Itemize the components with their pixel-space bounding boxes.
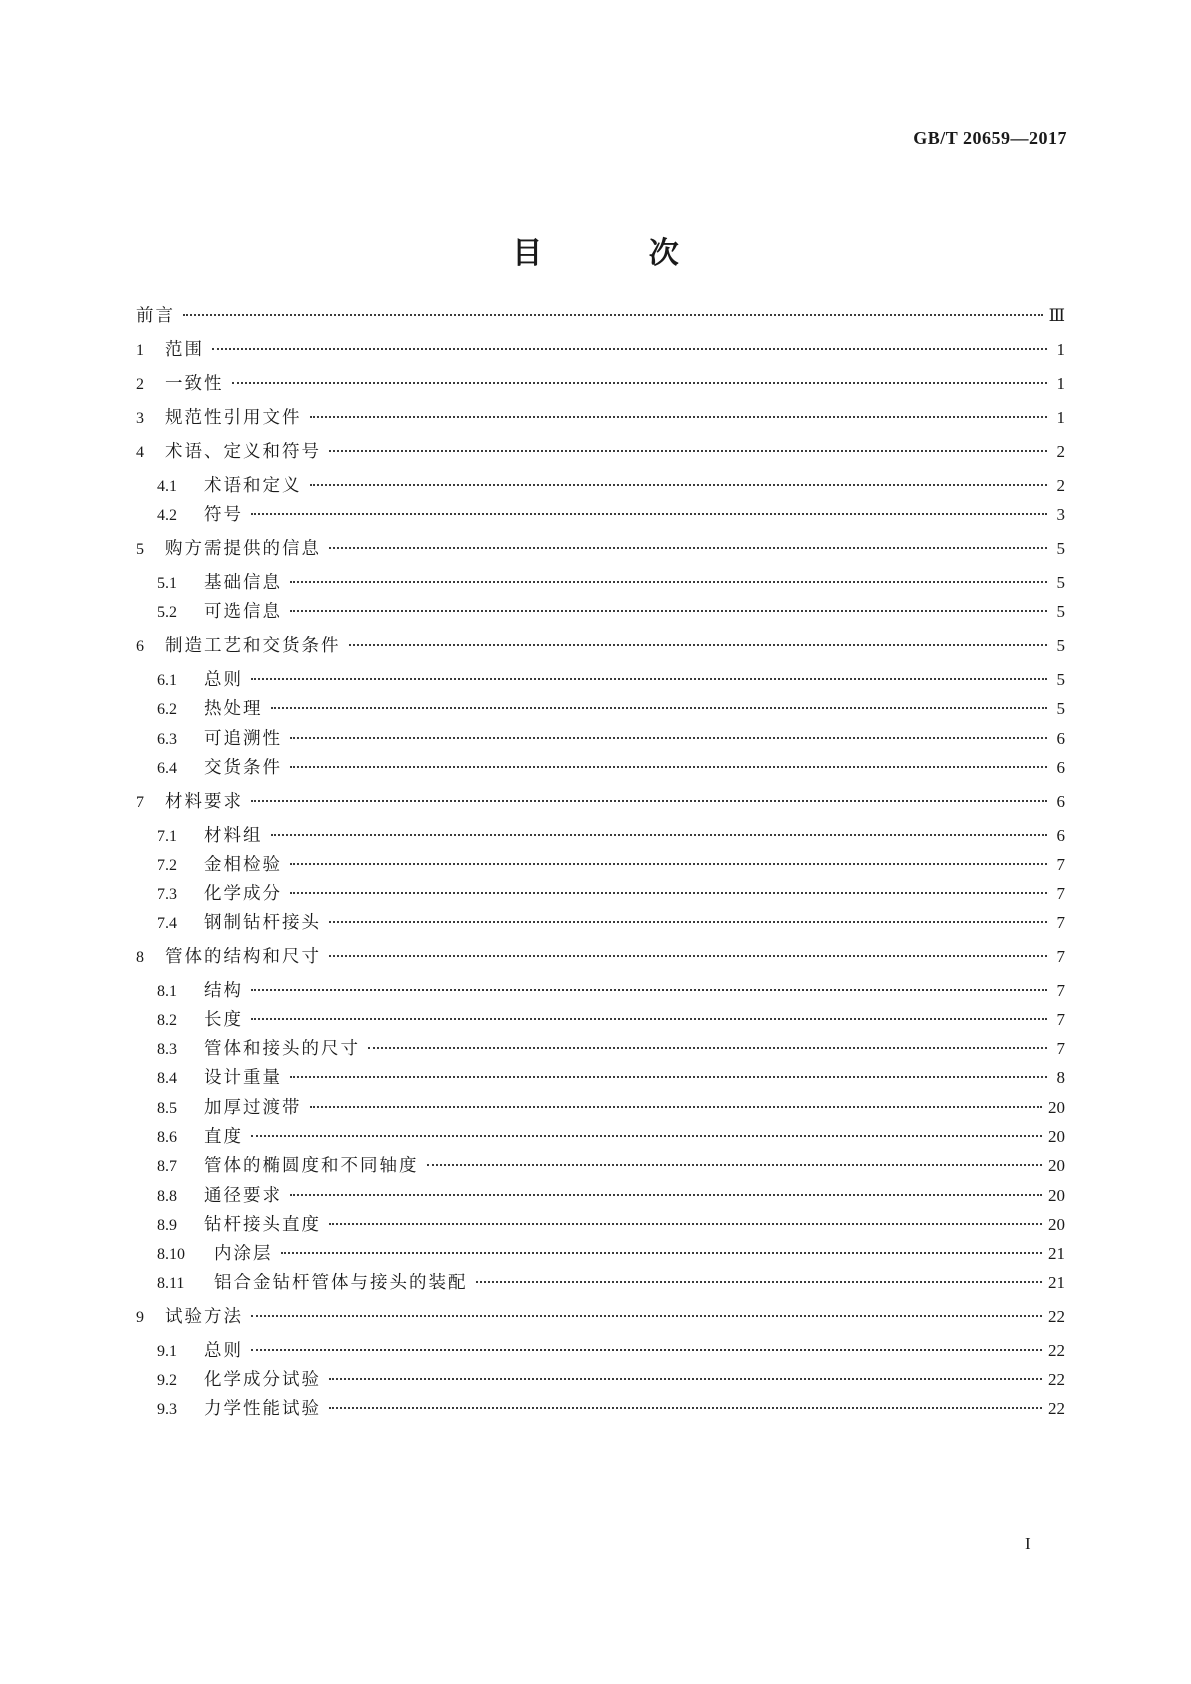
toc-entry-title: 加厚过渡带 xyxy=(204,1098,302,1118)
dot-leader xyxy=(251,1135,1042,1137)
toc-entry-title: 铝合金钻杆管体与接头的装配 xyxy=(214,1273,468,1293)
toc-entry-number: 8 xyxy=(136,949,144,966)
toc-entry[interactable] xyxy=(157,1242,1065,1266)
dot-leader xyxy=(310,484,1048,486)
toc-entry-page: 20 xyxy=(1048,1186,1065,1205)
toc-entry-title: 前言 xyxy=(136,306,175,326)
toc-entry-number: 7.3 xyxy=(157,886,177,903)
dot-leader xyxy=(281,1252,1043,1254)
dot-leader xyxy=(251,513,1047,515)
toc-entry[interactable] xyxy=(157,503,1065,527)
toc-entry-title: 结构 xyxy=(204,981,243,1001)
toc-entry[interactable] xyxy=(136,304,1065,328)
dot-leader xyxy=(271,707,1048,709)
dot-leader xyxy=(290,766,1047,768)
dot-leader xyxy=(427,1164,1043,1166)
toc-entry[interactable] xyxy=(157,824,1065,848)
dot-leader xyxy=(290,610,1047,612)
toc-entry-page: 22 xyxy=(1048,1341,1065,1360)
toc-entry-page: 20 xyxy=(1048,1156,1065,1175)
toc-entry-page: 7 xyxy=(1056,1039,1065,1058)
toc-entry[interactable] xyxy=(157,1213,1065,1237)
toc-entry-number: 6.2 xyxy=(157,701,177,718)
toc-entry-number: 8.4 xyxy=(157,1070,177,1087)
toc-entry-number: 6.1 xyxy=(157,672,177,689)
toc-entry[interactable] xyxy=(157,1066,1065,1090)
toc-entry-number: 4.1 xyxy=(157,478,177,495)
toc-entry-number: 8.9 xyxy=(157,1217,177,1234)
dot-leader xyxy=(212,348,1047,350)
toc-entry-number: 8.5 xyxy=(157,1100,177,1117)
toc-entry-number: 9.3 xyxy=(157,1401,177,1418)
toc-entry-number: 6.3 xyxy=(157,731,177,748)
toc-entry[interactable] xyxy=(157,727,1065,751)
toc-entry-title: 总则 xyxy=(204,1341,243,1361)
toc-entry-title: 化学成分 xyxy=(204,884,282,904)
dot-leader xyxy=(349,644,1048,646)
dot-leader xyxy=(251,1315,1042,1317)
toc-entry-page: 7 xyxy=(1056,1010,1065,1029)
dot-leader xyxy=(251,800,1047,802)
toc-entry-number: 2 xyxy=(136,376,144,393)
toc-entry-page: 7 xyxy=(1056,947,1065,966)
toc-entry-page: 5 xyxy=(1056,670,1065,689)
toc-entry[interactable] xyxy=(136,406,1065,430)
toc-entry-page: 7 xyxy=(1056,884,1065,903)
toc-entry-title: 管体的椭圆度和不同轴度 xyxy=(204,1156,419,1176)
toc-entry[interactable] xyxy=(136,945,1065,969)
toc-entry[interactable] xyxy=(136,440,1065,464)
toc-entry-page: 8 xyxy=(1056,1068,1065,1087)
toc-entry-number: 7.2 xyxy=(157,857,177,874)
toc-entry[interactable] xyxy=(157,1271,1065,1295)
toc-entry[interactable] xyxy=(157,600,1065,624)
toc-entry-number: 8.7 xyxy=(157,1158,177,1175)
toc-entry-number: 8.1 xyxy=(157,983,177,1000)
toc-entry-title: 规范性引用文件 xyxy=(165,408,302,428)
toc-entry[interactable] xyxy=(157,1037,1065,1061)
toc-entry-title: 钻杆接头直度 xyxy=(204,1215,321,1235)
toc-entry-number: 5.1 xyxy=(157,575,177,592)
dot-leader xyxy=(251,1349,1042,1351)
toc-entry-title: 金相检验 xyxy=(204,855,282,875)
dot-leader xyxy=(290,892,1047,894)
toc-entry-number: 7.4 xyxy=(157,915,177,932)
toc-entry[interactable] xyxy=(157,853,1065,877)
toc-title: 目 次 xyxy=(512,236,727,271)
dot-leader xyxy=(290,581,1047,583)
toc-entry-page: Ⅲ xyxy=(1048,306,1065,325)
toc-entry[interactable] xyxy=(157,1339,1065,1363)
toc-entry[interactable] xyxy=(157,882,1065,906)
toc-entry-page: 5 xyxy=(1056,602,1065,621)
toc-entry[interactable] xyxy=(157,1008,1065,1032)
toc-entry-title: 力学性能试验 xyxy=(204,1399,321,1419)
toc-entry-page: 6 xyxy=(1056,729,1065,748)
toc-entry-page: 21 xyxy=(1048,1244,1065,1263)
toc-entry-number: 7.1 xyxy=(157,828,177,845)
toc-entry-page: 7 xyxy=(1056,855,1065,874)
dot-leader xyxy=(368,1047,1047,1049)
toc-entry-number: 9.1 xyxy=(157,1343,177,1360)
toc-entry[interactable] xyxy=(157,911,1065,935)
toc-entry-page: 20 xyxy=(1048,1098,1065,1117)
toc-entry-title: 内涂层 xyxy=(214,1244,273,1264)
toc-entry-number: 4.2 xyxy=(157,507,177,524)
toc-entry-page: 1 xyxy=(1056,340,1065,359)
toc-entry-title: 可追溯性 xyxy=(204,729,282,749)
toc-entry[interactable] xyxy=(157,697,1065,721)
toc-entry-number: 9.2 xyxy=(157,1372,177,1389)
toc-entry-title: 术语和定义 xyxy=(204,476,302,496)
dot-leader xyxy=(251,1018,1047,1020)
toc-entry-title: 化学成分试验 xyxy=(204,1370,321,1390)
dot-leader xyxy=(329,547,1047,549)
dot-leader xyxy=(329,955,1047,957)
toc-entry-title: 范围 xyxy=(165,340,204,360)
toc-entry[interactable] xyxy=(157,756,1065,780)
toc-entry[interactable] xyxy=(136,338,1065,362)
toc-entry[interactable] xyxy=(157,1154,1065,1178)
toc-entry[interactable] xyxy=(136,790,1065,814)
toc-entry[interactable] xyxy=(157,979,1065,1003)
toc-entry-title: 热处理 xyxy=(204,699,263,719)
toc-entry[interactable] xyxy=(136,372,1065,396)
dot-leader xyxy=(232,382,1048,384)
toc-entry-page: 7 xyxy=(1056,913,1065,932)
toc-entry-title: 管体的结构和尺寸 xyxy=(165,947,321,967)
toc-entry-page: 6 xyxy=(1056,758,1065,777)
toc-entry-page: 5 xyxy=(1056,539,1065,558)
toc-entry-title: 管体和接头的尺寸 xyxy=(204,1039,360,1059)
toc-entry-page: 2 xyxy=(1056,442,1065,461)
toc-entry[interactable] xyxy=(157,1368,1065,1392)
toc-entry-page: 3 xyxy=(1056,505,1065,524)
dot-leader xyxy=(251,989,1047,991)
toc-entry-page: 21 xyxy=(1048,1273,1065,1292)
toc-entry-number: 5 xyxy=(136,541,144,558)
dot-leader xyxy=(290,737,1047,739)
toc-entry-number: 6.4 xyxy=(157,760,177,777)
toc-entry-page: 22 xyxy=(1048,1399,1065,1418)
toc-entry-title: 基础信息 xyxy=(204,573,282,593)
toc-entry-page: 1 xyxy=(1056,374,1065,393)
toc-entry-page: 7 xyxy=(1056,981,1065,1000)
toc-entry[interactable] xyxy=(157,474,1065,498)
dot-leader xyxy=(476,1281,1043,1283)
toc-entry-number: 6 xyxy=(136,638,144,655)
toc-entry-number: 1 xyxy=(136,342,144,359)
toc-entry-title: 购方需提供的信息 xyxy=(165,539,321,559)
toc-entry-page: 5 xyxy=(1056,636,1065,655)
toc-entry-number: 8.8 xyxy=(157,1188,177,1205)
toc-entry-title: 制造工艺和交货条件 xyxy=(165,636,341,656)
toc-entry-title: 总则 xyxy=(204,670,243,690)
dot-leader xyxy=(310,416,1048,418)
page-number: I xyxy=(1025,1534,1031,1553)
toc-entry-title: 交货条件 xyxy=(204,758,282,778)
document-code: GB/T 20659—2017 xyxy=(913,128,1067,148)
dot-leader xyxy=(290,1194,1042,1196)
toc-entry[interactable] xyxy=(157,571,1065,595)
toc-entry-number: 7 xyxy=(136,794,144,811)
dot-leader xyxy=(290,863,1047,865)
toc-entry-page: 5 xyxy=(1056,699,1065,718)
dot-leader xyxy=(329,1223,1042,1225)
toc-entry-number: 8.11 xyxy=(157,1275,185,1292)
toc-entry-title: 材料要求 xyxy=(165,792,243,812)
toc-entry-page: 20 xyxy=(1048,1215,1065,1234)
toc-entry-number: 4 xyxy=(136,444,144,461)
toc-entry-page: 1 xyxy=(1056,408,1065,427)
toc-entry-title: 符号 xyxy=(204,505,243,525)
toc-entry-title: 长度 xyxy=(204,1010,243,1030)
toc-entry-page: 22 xyxy=(1048,1307,1065,1326)
dot-leader xyxy=(329,1407,1042,1409)
toc-entry-page: 20 xyxy=(1048,1127,1065,1146)
dot-leader xyxy=(329,1378,1042,1380)
toc-entry-page: 5 xyxy=(1056,573,1065,592)
dot-leader xyxy=(310,1106,1043,1108)
toc-entry[interactable] xyxy=(136,537,1065,561)
dot-leader xyxy=(329,921,1047,923)
toc-entry[interactable] xyxy=(157,1397,1065,1421)
dot-leader xyxy=(329,450,1047,452)
dot-leader xyxy=(183,314,1043,316)
toc-entry[interactable] xyxy=(157,668,1065,692)
toc-entry-title: 直度 xyxy=(204,1127,243,1147)
toc-entry-number: 3 xyxy=(136,410,144,427)
toc-entry-number: 8.6 xyxy=(157,1129,177,1146)
toc-entry[interactable] xyxy=(157,1184,1065,1208)
toc-entry-number: 8.10 xyxy=(157,1246,185,1263)
dot-leader xyxy=(271,834,1048,836)
toc-entry[interactable] xyxy=(136,634,1065,658)
toc-entry-page: 2 xyxy=(1056,476,1065,495)
toc-entry-number: 8.3 xyxy=(157,1041,177,1058)
toc-entry-number: 8.2 xyxy=(157,1012,177,1029)
toc-entry-title: 通径要求 xyxy=(204,1186,282,1206)
toc-entry-number: 9 xyxy=(136,1309,144,1326)
toc-entry-title: 钢制钻杆接头 xyxy=(204,913,321,933)
toc-entry-title: 可选信息 xyxy=(204,602,282,622)
toc-entry-page: 6 xyxy=(1056,826,1065,845)
dot-leader xyxy=(251,678,1047,680)
toc-entry[interactable] xyxy=(157,1096,1065,1120)
toc-entry-number: 5.2 xyxy=(157,604,177,621)
toc-entry[interactable] xyxy=(136,1305,1065,1329)
toc-entry-page: 22 xyxy=(1048,1370,1065,1389)
toc-entry-title: 一致性 xyxy=(165,374,224,394)
toc-entry-title: 材料组 xyxy=(204,826,263,846)
toc-entry-title: 术语、定义和符号 xyxy=(165,442,321,462)
toc-entry-page: 6 xyxy=(1056,792,1065,811)
toc-entry[interactable] xyxy=(157,1125,1065,1149)
toc-entry-title: 试验方法 xyxy=(165,1307,243,1327)
dot-leader xyxy=(290,1076,1047,1078)
toc-entry-title: 设计重量 xyxy=(204,1068,282,1088)
